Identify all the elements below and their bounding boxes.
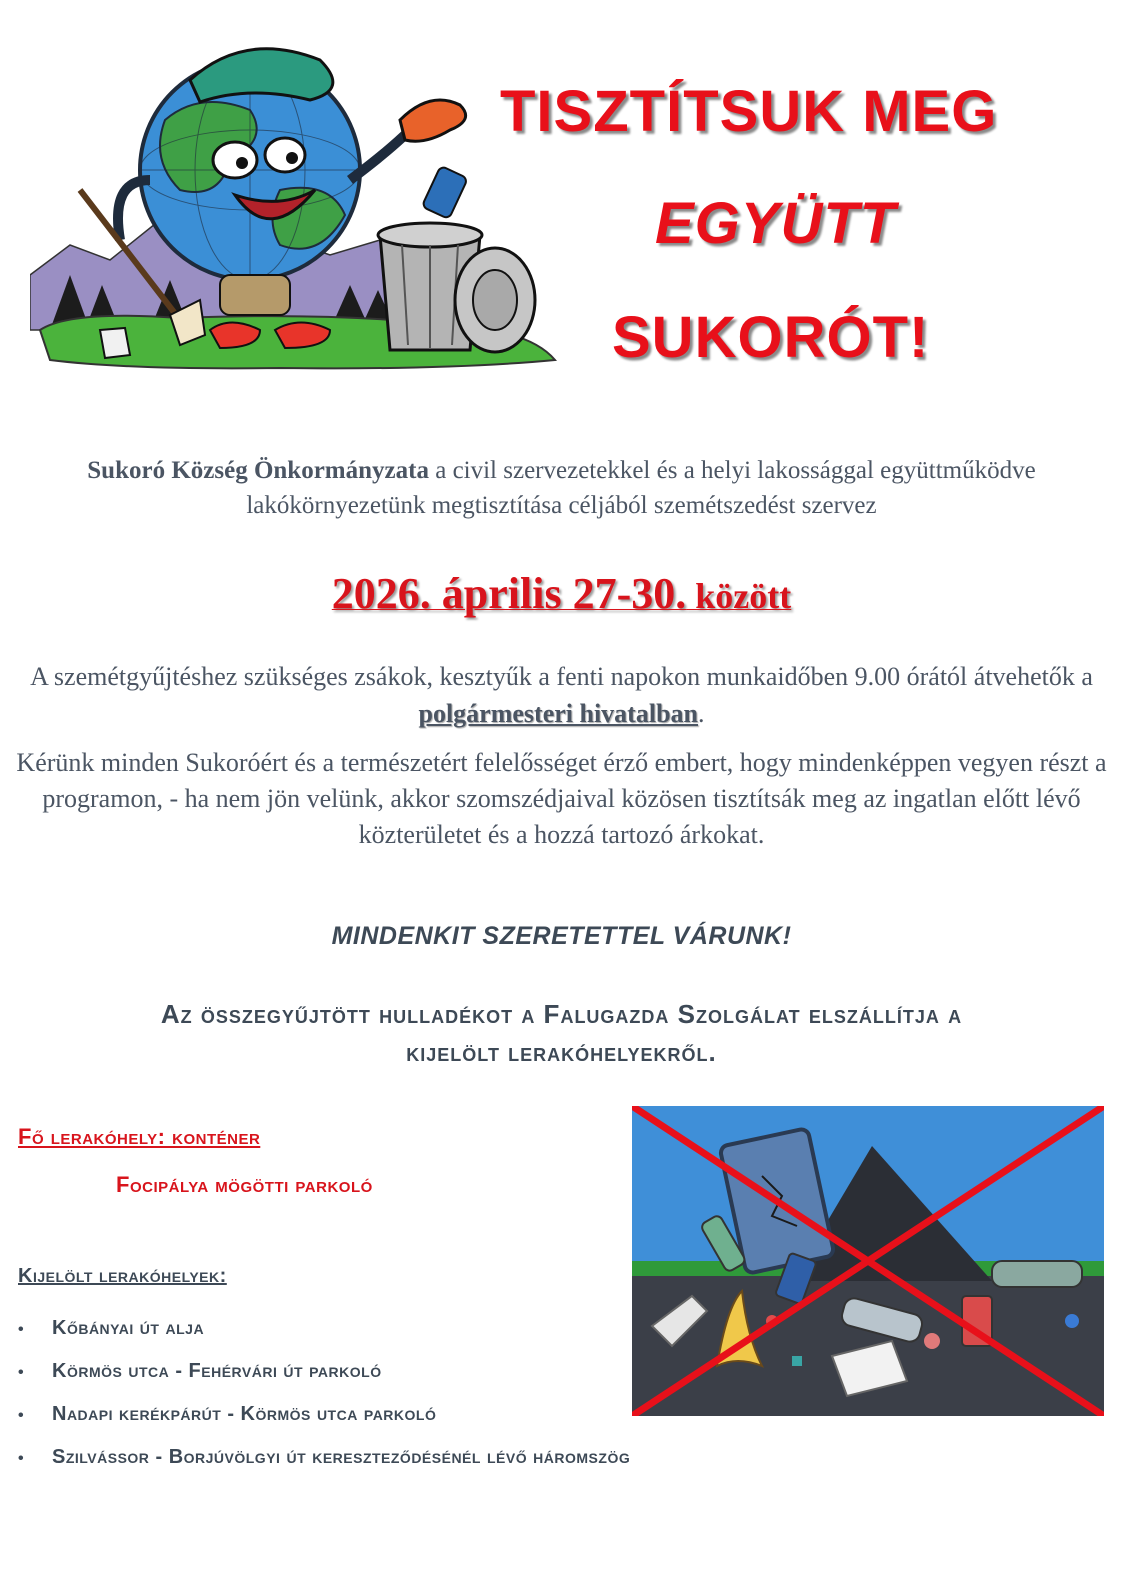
title-line-1: TISZTÍTSUK MEG xyxy=(500,79,998,144)
appeal-paragraph: Kérünk minden Sukoróért és a természetért felelősséget érző embert, hogy mindenképpen vegyen részt a programon, - ha nem jön velünk, akkor szomszédjaival közösen tisztítsák meg az ingatlan előtt lévő közterületet és a hozzá tartozó árkokat. xyxy=(16,748,1107,849)
main-dump-label: Fő lerakóhely: konténer xyxy=(18,1124,261,1149)
site-name: Körmös utca - Fehérvári út parkoló xyxy=(52,1360,382,1382)
list-item xyxy=(18,1396,630,1439)
sites-list xyxy=(18,1310,630,1482)
site-name: Nadapi kerékpárút - Körmös utca parkoló xyxy=(52,1403,437,1425)
intro-text: a civil szervezetekkel és a helyi lakossággal együttműködve lakókörnyezetünk megtisztítása céljából szemétszedést szervez xyxy=(246,457,1036,519)
bullet-icon: • xyxy=(18,1321,25,1338)
welcome-message: MINDENKIT SZERETETTEL VÁRUNK! xyxy=(331,922,792,950)
site-name: Szilvássor - Borjúvölgyi út kereszteződésénél lévő háromszög xyxy=(52,1446,631,1468)
supplies-paragraph xyxy=(10,658,1113,732)
supplies-end: . xyxy=(698,699,705,728)
hauling-line-1: Az összegyűjtött hulladékot a Falugazda Szolgálat elszállítja a xyxy=(160,999,963,1029)
earth-mascot-illustration xyxy=(30,30,560,390)
list-item xyxy=(18,1310,630,1353)
crossed-out-trash-illustration xyxy=(632,1106,1104,1416)
bullet-icon: • xyxy=(18,1364,25,1381)
bullet-icon: • xyxy=(18,1450,25,1467)
list-item xyxy=(18,1439,630,1482)
site-name: Kőbányai út alja xyxy=(52,1317,205,1339)
event-date-value: 2026. április 27-30. xyxy=(331,569,687,618)
title-line-3: SUKORÓT! xyxy=(612,305,930,370)
intro-paragraph xyxy=(30,453,1093,523)
organizer-name: Sukoró Község Önkormányzata xyxy=(87,457,429,484)
title-line-2: EGYÜTT xyxy=(655,191,897,256)
list-item xyxy=(18,1353,630,1396)
office-name: polgármesteri hivatalban xyxy=(418,699,698,728)
hauling-notice xyxy=(0,995,1123,1071)
supplies-text: A szemétgyűjtéshez szükséges zsákok, kesztyűk a fenti napokon munkaidőben 9.00 órától átvehetők a xyxy=(30,662,1093,691)
bullet-icon: • xyxy=(18,1407,25,1424)
main-dump-place: Focipálya mögötti parkoló xyxy=(116,1172,373,1197)
event-date xyxy=(0,568,1123,619)
hauling-line-2: kijelölt lerakóhelyekről. xyxy=(406,1037,717,1067)
sites-heading: Kijelölt lerakóhelyek: xyxy=(18,1265,227,1287)
event-date-suffix: között xyxy=(686,576,792,616)
